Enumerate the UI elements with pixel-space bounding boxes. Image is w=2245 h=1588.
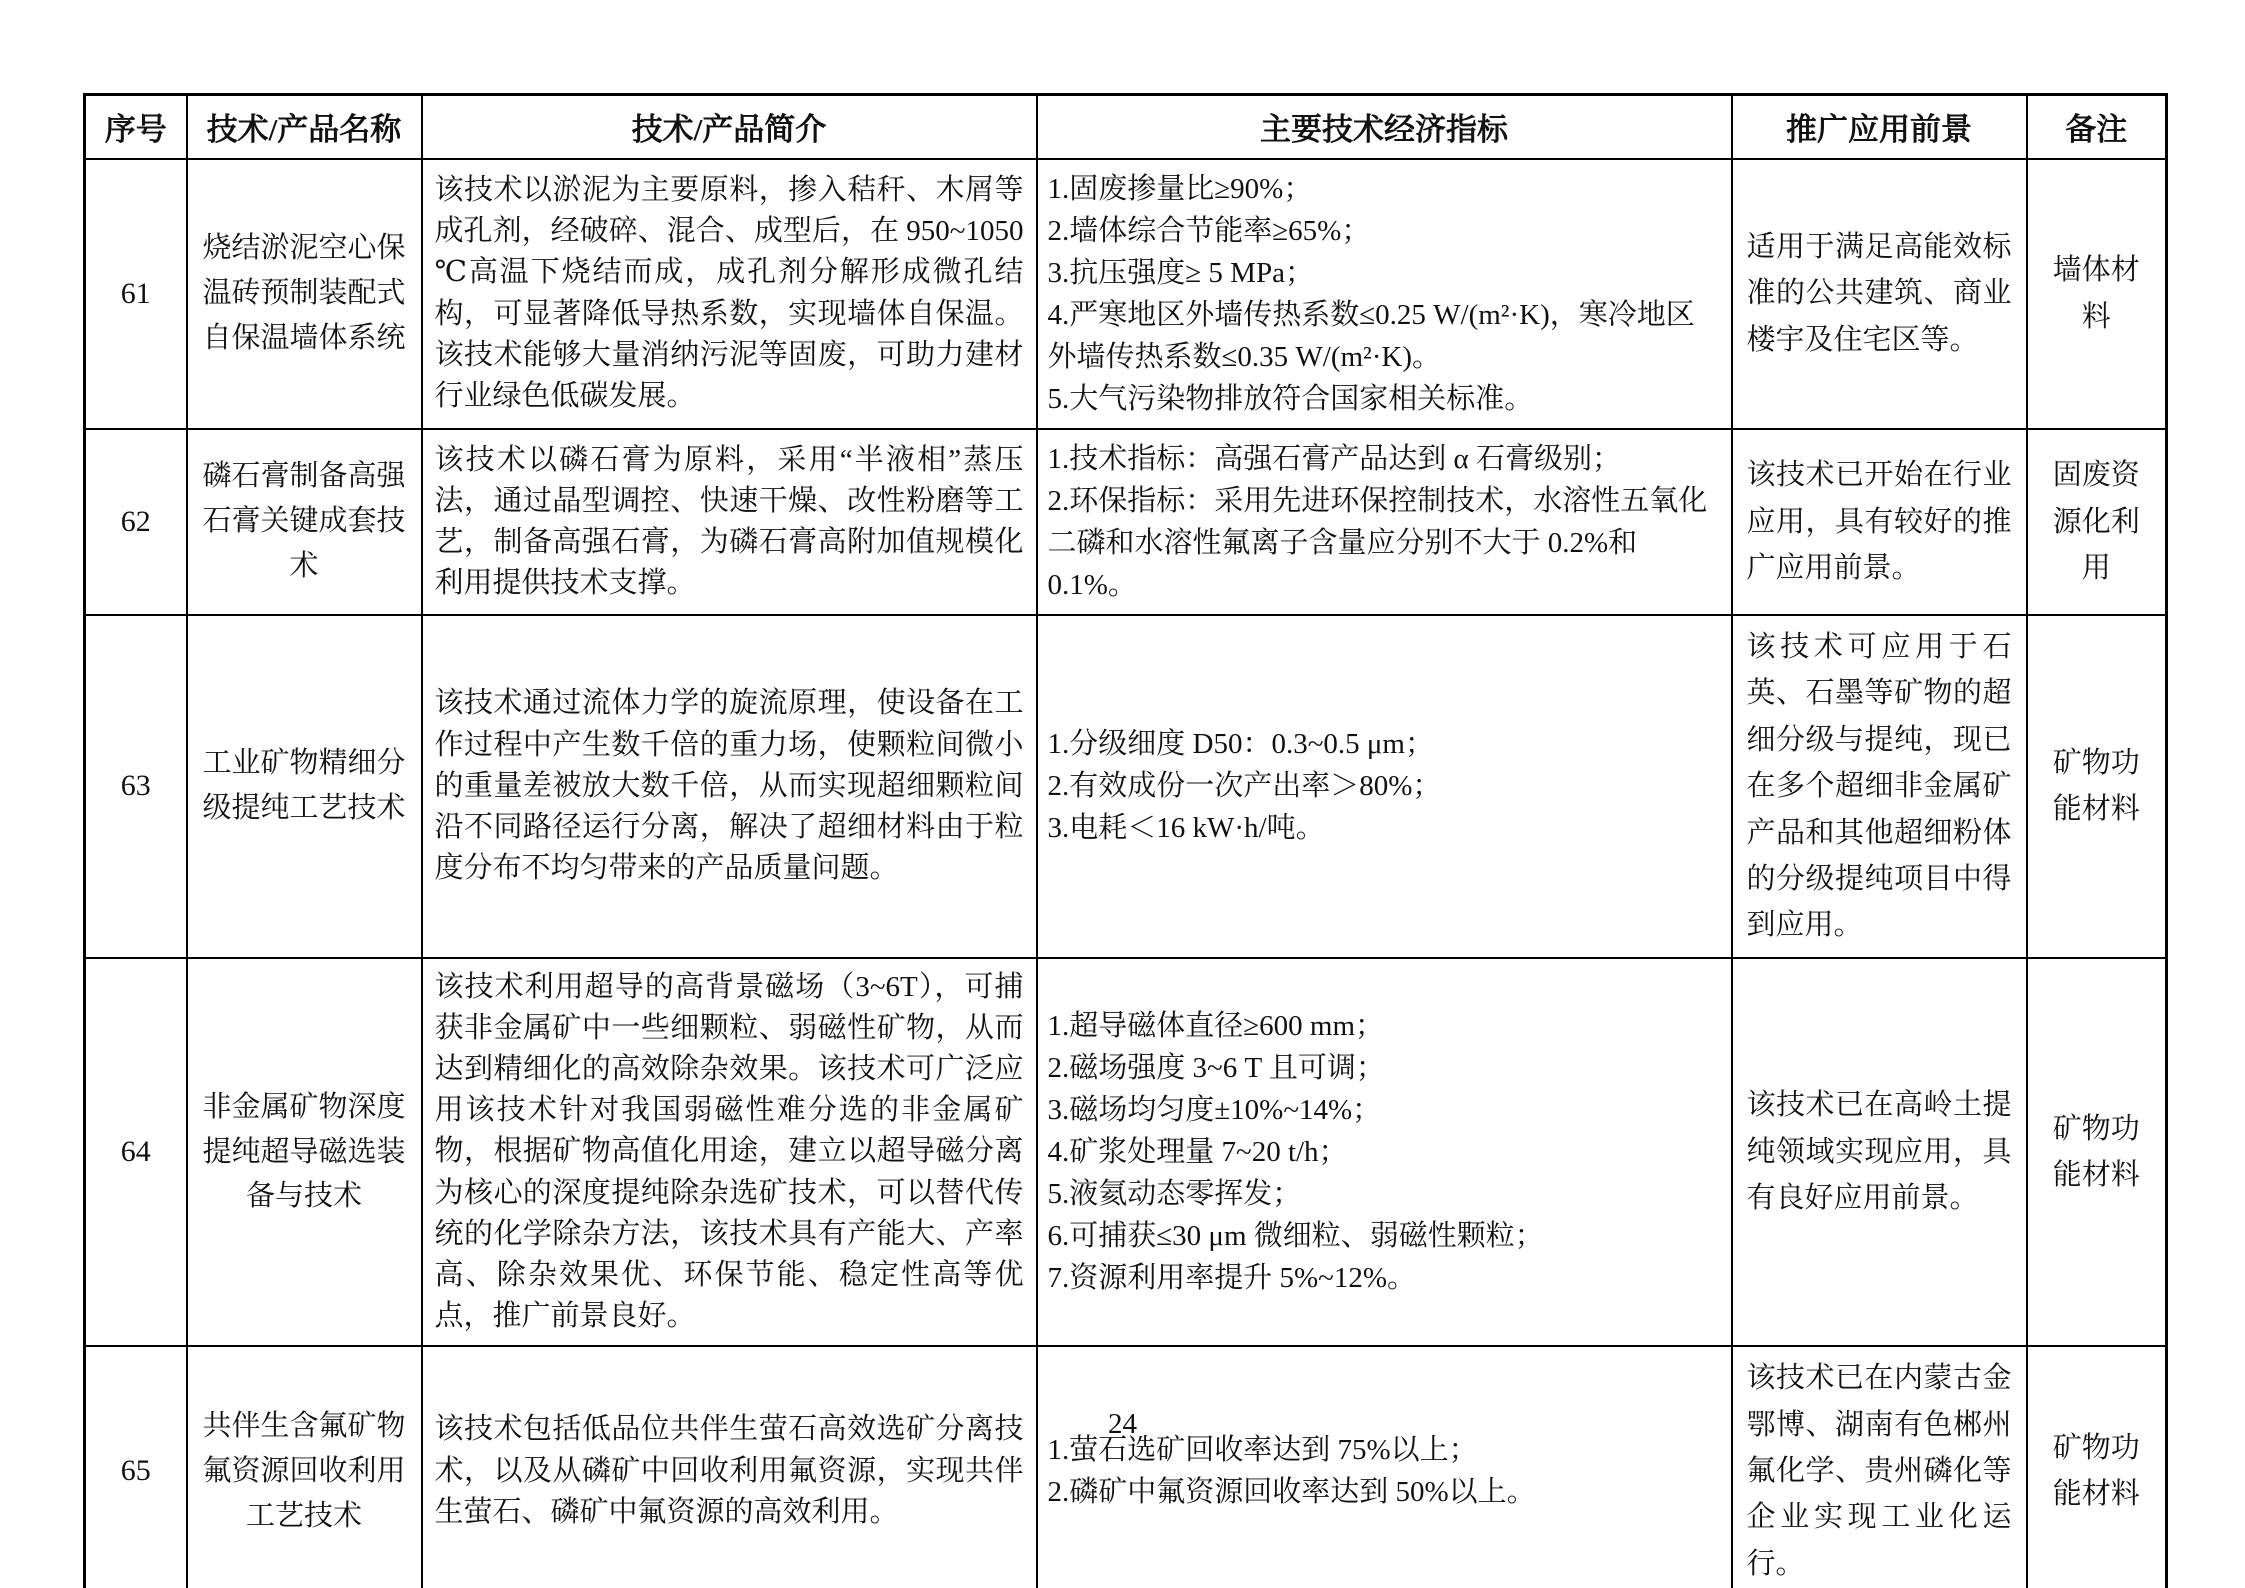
- indicator-line: 1.分级细度 D50：0.3~0.5 μm；: [1047, 728, 1434, 761]
- cell-introduction: 该技术利用超导的高背景磁场（3~6T），可捕获非金属矿中一些细颗粒、弱磁性矿物，从而达到精细化的高效除杂效果。该技术可广泛应用该技术针对我国弱磁性难分选的非金属矿物，根据矿物高值化用途，建立以超导磁分离为核心的深度提纯除杂选矿技术，可以替代传统的化学除杂方法，该技术具有产能大、产率高、除杂效果优、环保节能、稳定性高等优点，推广前景良好。: [422, 958, 1037, 1347]
- page-number: 24: [1108, 1408, 1137, 1440]
- cell-remark: 固废资源化利用: [2027, 429, 2167, 615]
- table-row: [85, 1346, 2167, 1588]
- cell-introduction: 该技术包括低品位共伴生萤石高效选矿分离技术，以及从磷矿中回收利用氟资源，实现共伴生萤石、磷矿中氟资源的高效利用。: [422, 1346, 1037, 1588]
- indicator-line: 1.萤石选矿回收率达到 75%以上；: [1047, 1434, 1478, 1467]
- technology-catalog-table: [83, 93, 2168, 1588]
- indicator-line: 7.资源利用率提升 5%~12%。: [1047, 1262, 1417, 1295]
- cell-indicators: [1037, 615, 1732, 958]
- indicator-line: 5.大气污染物排放符合国家相关标准。: [1047, 382, 1534, 415]
- header-serial-number: 序号: [85, 95, 187, 159]
- cell-prospect: 该技术已在内蒙古金鄂博、湖南有色郴州氟化学、贵州磷化等企业实现工业化运行。: [1732, 1346, 2027, 1588]
- cell-product-name: 磷石膏制备高强石膏关键成套技术: [187, 429, 422, 615]
- cell-serial-number: 63: [85, 615, 187, 958]
- indicator-line: 2.墙体综合节能率≥65%；: [1047, 214, 1371, 247]
- cell-introduction: 该技术通过流体力学的旋流原理，使设备在工作过程中产生数千倍的重力场，使颗粒间微小的重量差被放大数千倍，从而实现超细颗粒间沿不同路径运行分离，解决了超细材料由于粒度分布不均匀带来的产品质量问题。: [422, 615, 1037, 958]
- indicator-line: 2.有效成份一次产出率＞80%；: [1047, 770, 1442, 803]
- cell-introduction: 该技术以磷石膏为原料，采用“半液相”蒸压法，通过晶型调控、快速干燥、改性粉磨等工艺，制备高强石膏，为磷石膏高附加值规模化利用提供技术支撑。: [422, 429, 1037, 615]
- cell-serial-number: 64: [85, 958, 187, 1347]
- indicator-line: 2.磷矿中氟资源回收率达到 50%以上。: [1047, 1476, 1536, 1509]
- cell-indicators: [1037, 958, 1732, 1347]
- indicator-line: 3.电耗＜16 kW·h/吨。: [1047, 812, 1325, 845]
- header-indicators: 主要技术经济指标: [1037, 95, 1732, 159]
- indicator-line: 3.磁场均匀度±10%~14%；: [1047, 1093, 1382, 1126]
- indicator-line: 1.技术指标：高强石膏产品达到 α 石膏级别；: [1047, 442, 1621, 475]
- indicator-line: 3.抗压强度≥ 5 MPa；: [1047, 256, 1314, 289]
- indicator-line: 2.磁场强度 3~6 T 且可调；: [1047, 1051, 1385, 1084]
- cell-indicators: [1037, 159, 1732, 429]
- header-introduction: 技术/产品简介: [422, 95, 1037, 159]
- header-prospect: 推广应用前景: [1732, 95, 2027, 159]
- cell-remark: 墙体材料: [2027, 159, 2167, 429]
- table-row: [85, 615, 2167, 958]
- cell-introduction: 该技术以淤泥为主要原料，掺入秸秆、木屑等成孔剂，经破碎、混合、成型后，在 950~1050 ℃高温下烧结而成，成孔剂分解形成微孔结构，可显著降低导热系数，实现墙体自保温。该技术能够大量消纳污泥等固废，可助力建材行业绿色低碳发展。: [422, 159, 1037, 429]
- table-row: [85, 159, 2167, 429]
- cell-product-name: 工业矿物精细分级提纯工艺技术: [187, 615, 422, 958]
- indicator-line: 4.严寒地区外墙传热系数≤0.25 W/(m²·K)，寒冷地区外墙传热系数≤0.35 W/(m²·K)。: [1047, 298, 1695, 373]
- indicator-line: 2.环保指标：采用先进环保控制技术，水溶性五氧化二磷和水溶性氟离子含量应分别不大于 0.2%和 0.1%。: [1047, 484, 1708, 601]
- table-row: [85, 429, 2167, 615]
- cell-prospect: 该技术已开始在行业应用，具有较好的推广应用前景。: [1732, 429, 2027, 615]
- cell-remark: 矿物功能材料: [2027, 958, 2167, 1347]
- table-header-row: [85, 95, 2167, 159]
- indicator-line: 1.超导磁体直径≥600 mm；: [1047, 1009, 1385, 1042]
- indicator-line: 1.固废掺量比≥90%；: [1047, 172, 1313, 205]
- cell-prospect: 该技术已在高岭土提纯领域实现应用，具有良好应用前景。: [1732, 958, 2027, 1347]
- cell-serial-number: 62: [85, 429, 187, 615]
- header-remark: 备注: [2027, 95, 2167, 159]
- cell-product-name: 烧结淤泥空心保温砖预制装配式自保温墙体系统: [187, 159, 422, 429]
- cell-prospect: 适用于满足高能效标准的公共建筑、商业楼宇及住宅区等。: [1732, 159, 2027, 429]
- cell-serial-number: 65: [85, 1346, 187, 1588]
- indicator-line: 6.可捕获≤30 μm 微细粒、弱磁性颗粒；: [1047, 1220, 1544, 1253]
- header-product-name: 技术/产品名称: [187, 95, 422, 159]
- cell-product-name: 共伴生含氟矿物氟资源回收利用工艺技术: [187, 1346, 422, 1588]
- cell-product-name: 非金属矿物深度提纯超导磁选装备与技术: [187, 958, 422, 1347]
- cell-indicators: [1037, 1346, 1732, 1588]
- table-row: [85, 958, 2167, 1347]
- cell-prospect: 该技术可应用于石英、石墨等矿物的超细分级与提纯，现已在多个超细非金属矿产品和其他超细粉体的分级提纯项目中得到应用。: [1732, 615, 2027, 958]
- cell-serial-number: 61: [85, 159, 187, 429]
- cell-remark: 矿物功能材料: [2027, 1346, 2167, 1588]
- cell-remark: 矿物功能材料: [2027, 615, 2167, 958]
- indicator-line: 5.液氦动态零挥发；: [1047, 1178, 1302, 1210]
- indicator-line: 4.矿浆处理量 7~20 t/h；: [1047, 1135, 1348, 1168]
- cell-indicators: [1037, 429, 1732, 615]
